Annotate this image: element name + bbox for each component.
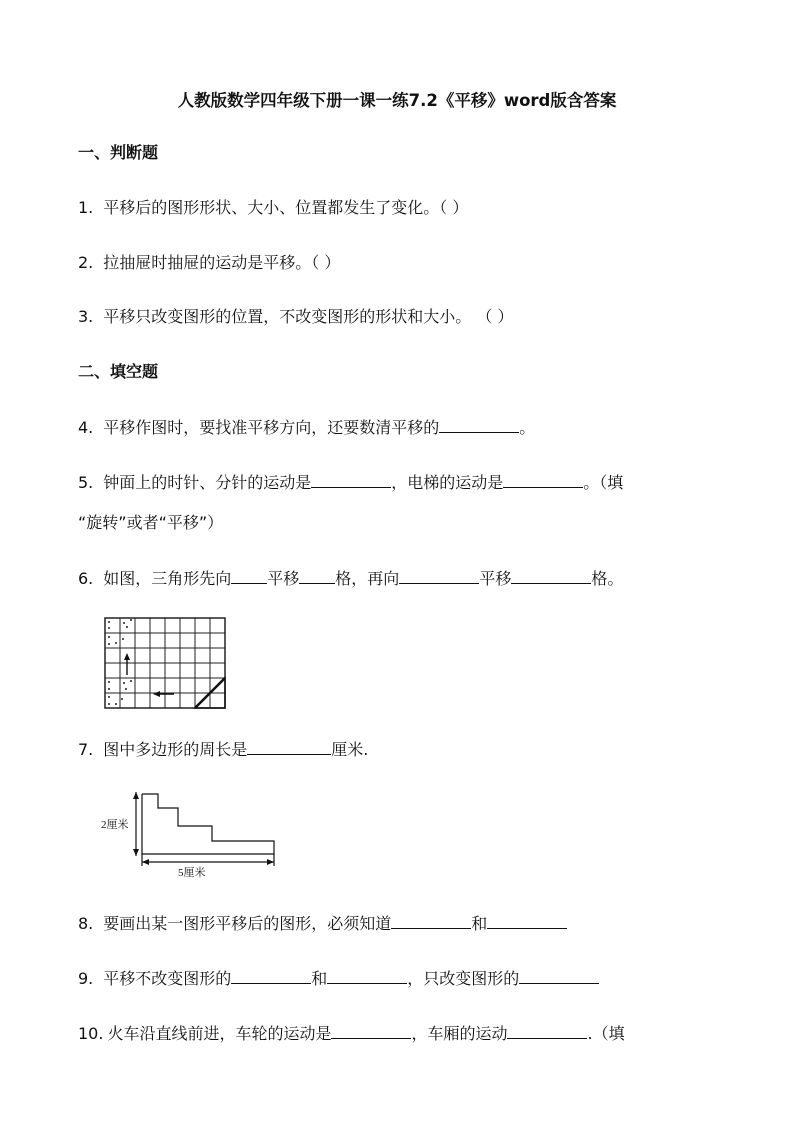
question-10 xyxy=(78,1022,625,1045)
question-9 xyxy=(78,967,599,990)
answer-blank[interactable] xyxy=(511,567,591,584)
answer-blank[interactable] xyxy=(331,1022,411,1039)
answer-blank[interactable] xyxy=(247,738,331,755)
section-fill: 二、填空题 xyxy=(78,362,159,381)
question-text: 如图，三角形先向 xyxy=(103,569,232,588)
question-number: 9. xyxy=(78,969,94,988)
question-text: 。 xyxy=(519,418,536,437)
height-label: 2厘米 xyxy=(101,819,129,831)
question-number: 1. xyxy=(78,198,94,217)
question-text: 图中多边形的周长是 xyxy=(103,740,248,759)
question-text: 格。 xyxy=(591,569,624,588)
question-number: 10. xyxy=(78,1024,104,1043)
question-text: 平移作图时，要找准平移方向，还要数清平移的 xyxy=(103,418,440,437)
question-number: 7. xyxy=(78,740,94,759)
question-text: 要画出某一图形平移后的图形，必须知道 xyxy=(103,914,392,933)
question-6 xyxy=(78,567,623,590)
question-text: ，车厢的运动 xyxy=(411,1024,508,1043)
answer-blank[interactable] xyxy=(503,471,583,488)
answer-blank[interactable] xyxy=(519,967,599,984)
question-4 xyxy=(78,416,535,439)
translation-grid-figure xyxy=(102,615,228,711)
question-3 xyxy=(78,306,513,328)
answer-blank[interactable] xyxy=(391,912,471,929)
answer-blank[interactable] xyxy=(231,567,267,584)
document-title: 人教版数学四年级下册一课一练7.2《平移》word版含答案 xyxy=(177,91,617,110)
question-text: 平移 xyxy=(479,569,512,588)
answer-blank[interactable] xyxy=(487,912,567,929)
question-text: 火车沿直线前进，车轮的运动是 xyxy=(107,1024,332,1043)
question-number: 5. xyxy=(78,473,94,492)
question-text: 拉抽屉时抽屉的运动是平移。（ ） xyxy=(103,253,341,272)
question-number: 8. xyxy=(78,914,94,933)
question-text: 格，再向 xyxy=(335,569,400,588)
question-text: ，只改变图形的 xyxy=(407,969,520,988)
left-arrow-icon xyxy=(153,691,174,697)
question-1 xyxy=(78,197,468,219)
question-5 xyxy=(78,471,623,494)
question-text: 和 xyxy=(311,969,328,988)
width-label: 5厘米 xyxy=(178,867,206,879)
question-text: 平移不改变图形的 xyxy=(103,969,232,988)
answer-blank[interactable] xyxy=(327,967,407,984)
question-number: 4. xyxy=(78,418,94,437)
answer-blank[interactable] xyxy=(507,1022,587,1039)
up-arrow-icon xyxy=(124,653,130,675)
question-2 xyxy=(78,252,340,274)
staircase-polygon-figure xyxy=(98,790,284,880)
staircase-polygon xyxy=(142,794,274,854)
question-number: 6. xyxy=(78,569,94,588)
question-text: ，电梯的运动是 xyxy=(391,473,504,492)
question-number: 2. xyxy=(78,253,94,272)
question-text: 和 xyxy=(471,914,488,933)
question-text: 。（填 xyxy=(583,473,624,492)
answer-blank[interactable] xyxy=(231,967,311,984)
question-8 xyxy=(78,912,567,935)
question-text: .（填 xyxy=(587,1024,625,1043)
question-text: 厘米. xyxy=(331,740,369,759)
answer-blank[interactable] xyxy=(399,567,479,584)
answer-blank[interactable] xyxy=(439,416,519,433)
answer-blank[interactable] xyxy=(299,567,335,584)
question-5-line2: “旋转”或者“平移”） xyxy=(78,513,224,532)
question-text: 平移后的图形形状、大小、位置都发生了变化。（ ） xyxy=(103,198,469,217)
question-text: 钟面上的时针、分针的运动是 xyxy=(103,473,312,492)
question-text: 平移 xyxy=(267,569,300,588)
question-number: 3. xyxy=(78,307,94,326)
answer-blank[interactable] xyxy=(311,471,391,488)
question-text: 平移只改变图形的位置，不改变图形的形状和大小。 （ ） xyxy=(103,307,514,326)
question-7 xyxy=(78,738,368,761)
section-judge: 一、判断题 xyxy=(78,143,159,162)
